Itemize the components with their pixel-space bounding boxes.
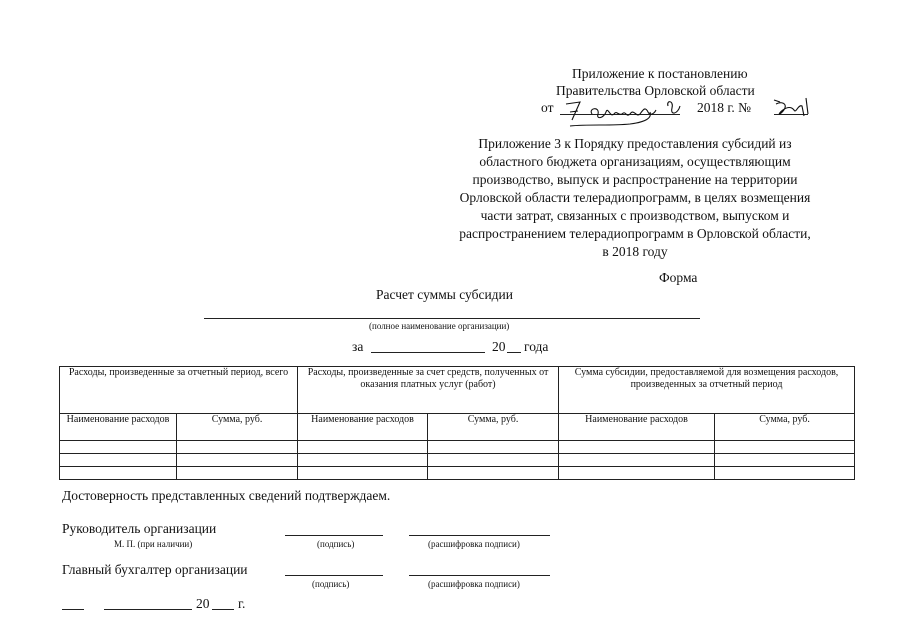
accountant-decode-caption: (расшифровка подписи) (428, 579, 520, 589)
table-cell[interactable] (177, 467, 298, 480)
accountant-signature-caption: (подпись) (312, 579, 350, 589)
accountant-signature-line (285, 575, 383, 576)
approval-date-suffix: 2018 г. № (697, 100, 752, 115)
subheader-sum-2: Сумма, руб. (428, 414, 559, 441)
subheader-name-1: Наименование расходов (60, 414, 177, 441)
appendix-line-6: распространением телерадиопрограмм в Орловской области, (459, 226, 811, 241)
period-year-blank (507, 352, 521, 353)
table-row (60, 467, 855, 480)
approval-line-2: Правительства Орловской области (556, 83, 755, 98)
table-cell[interactable] (559, 467, 715, 480)
org-name-caption: (полное наименование организации) (369, 321, 510, 331)
accountant-label: Главный бухгалтер организации (62, 562, 248, 577)
head-signature-caption: (подпись) (317, 539, 355, 549)
subheader-sum-1: Сумма, руб. (177, 414, 298, 441)
head-signature-line (285, 535, 383, 536)
group-header-total: Расходы, произведенные за отчетный период, всего (60, 367, 298, 414)
table-cell[interactable] (715, 454, 855, 467)
group-header-subsidy: Сумма субсидии, предоставляемой для возмещения расходов, произведенных за отчетный период (559, 367, 855, 414)
subheader-sum-3: Сумма, руб. (715, 414, 855, 441)
table-row (60, 441, 855, 454)
appendix-line-2: областного бюджета организациям, осуществляющим (479, 154, 791, 169)
table-cell[interactable] (298, 454, 428, 467)
date-month-blank (104, 609, 192, 610)
table-cell[interactable] (715, 441, 855, 454)
appendix-line-1: Приложение 3 к Порядку предоставления субсидий из (478, 136, 792, 151)
org-name-line (204, 318, 700, 319)
table-cell[interactable] (559, 441, 715, 454)
table-cell[interactable] (60, 454, 177, 467)
period-blank (371, 352, 485, 353)
table-cell[interactable] (298, 467, 428, 480)
form-label: Форма (659, 270, 698, 285)
table-cell[interactable] (428, 454, 559, 467)
date-day-blank (62, 609, 84, 610)
stamp-caption: М. П. (при наличии) (114, 539, 193, 549)
period-suffix: года (524, 339, 549, 354)
date-year-prefix: 20 (196, 596, 210, 611)
date-year-suffix: г. (238, 596, 246, 611)
period-year-prefix: 20 (492, 339, 506, 354)
table-cell[interactable] (298, 441, 428, 454)
table-cell[interactable] (715, 467, 855, 480)
form-title: Расчет суммы субсидии (376, 287, 513, 302)
appendix-line-7: в 2018 году (602, 244, 668, 259)
table-cell[interactable] (60, 467, 177, 480)
table-row (60, 454, 855, 467)
group-header-paid-services: Расходы, произведенные за счет средств, полученных от оказания платных услуг (работ) (298, 367, 559, 414)
head-decode-line (409, 535, 550, 536)
period-prefix: за (352, 339, 364, 354)
table-cell[interactable] (177, 454, 298, 467)
subheader-name-2: Наименование расходов (298, 414, 428, 441)
subsidy-table (59, 366, 855, 480)
head-decode-caption: (расшифровка подписи) (428, 539, 520, 549)
appendix-line-5: части затрат, связанных с производством, выпуском и (480, 208, 790, 223)
accountant-decode-line (409, 575, 550, 576)
handwritten-number-signature (770, 94, 820, 124)
appendix-line-3: производство, выпуск и распространение на территории (472, 172, 798, 187)
table-cell[interactable] (559, 454, 715, 467)
table-cell[interactable] (60, 441, 177, 454)
table-cell[interactable] (177, 441, 298, 454)
date-year-blank (212, 609, 234, 610)
head-label: Руководитель организации (62, 521, 217, 536)
approval-date-prefix: от (541, 100, 554, 115)
handwritten-date-signature (558, 92, 718, 132)
table-cell[interactable] (428, 467, 559, 480)
table-cell[interactable] (428, 441, 559, 454)
subheader-name-3: Наименование расходов (559, 414, 715, 441)
approval-line-1: Приложение к постановлению (572, 66, 748, 81)
appendix-line-4: Орловской области телерадиопрограмм, в целях возмещения (459, 190, 811, 205)
confirmation-text: Достоверность представленных сведений подтверждаем. (62, 488, 391, 503)
